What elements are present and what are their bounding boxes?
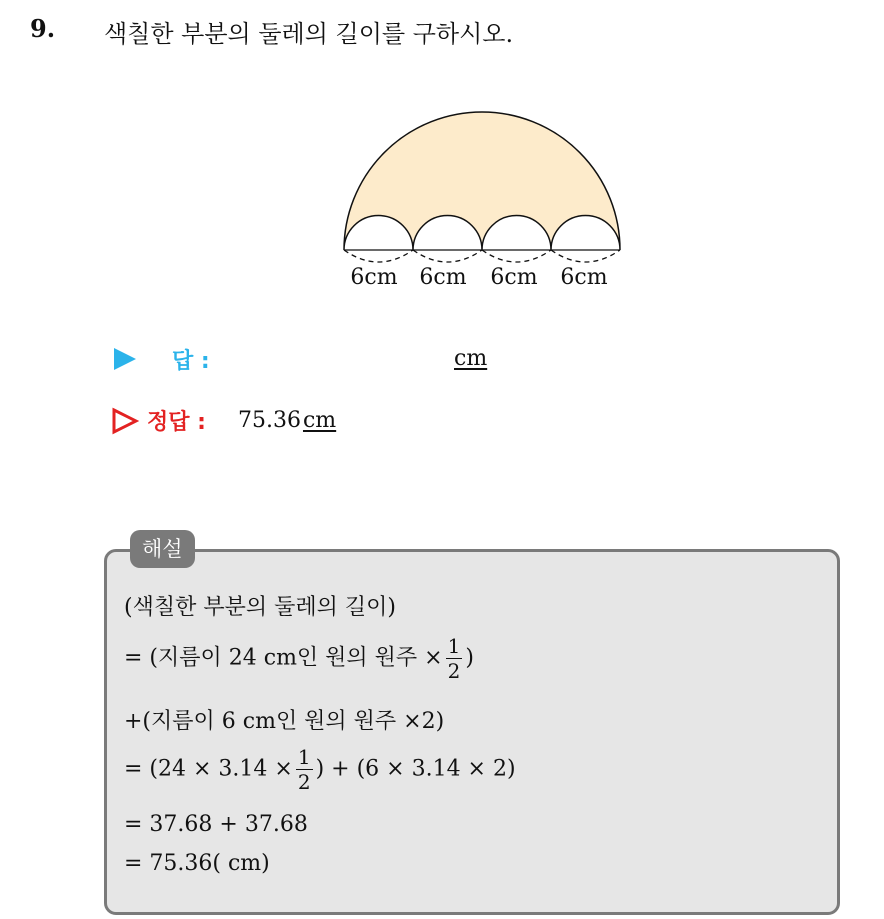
- dashed-brace-3: [482, 250, 551, 262]
- solution-text: ) + (6 × 3.14 × 2): [315, 756, 516, 782]
- question-text: 색칠한 부분의 둘레의 길이를 구하시오.: [104, 20, 514, 48]
- fraction-half: [296, 747, 313, 792]
- fraction-numerator: 1: [297, 745, 311, 769]
- dashed-brace-2: [413, 250, 482, 262]
- segment-label: 6cm: [350, 265, 398, 290]
- fraction-half: [446, 636, 463, 681]
- filled-triangle-icon: [112, 346, 138, 372]
- solution-line-1: (색칠한 부분의 둘레의 길이): [124, 595, 396, 620]
- shaded-region: [344, 112, 620, 250]
- solution-line-4: [124, 747, 516, 792]
- segment-label: 6cm: [419, 265, 467, 290]
- correct-unit: cm: [302, 408, 337, 433]
- answer-label: 답 :: [172, 349, 210, 374]
- outline-triangle-icon: [111, 407, 139, 435]
- fraction-denominator: 2: [447, 659, 461, 683]
- question-number: 9.: [30, 14, 56, 43]
- fraction-numerator: 1: [447, 634, 461, 658]
- dashed-brace-4: [551, 250, 620, 262]
- segment-label: 6cm: [560, 265, 608, 290]
- solution-line-3: +(지름이 6 cm인 원의 원주 ×2): [124, 709, 445, 734]
- correct-answer: [238, 408, 336, 433]
- solution-text: = (24 × 3.14 ×: [124, 756, 293, 782]
- semicircle-figure: [330, 104, 630, 294]
- correct-label: 정답 :: [147, 410, 206, 435]
- correct-value: 75.36: [238, 408, 301, 433]
- solution-line-5: = 37.68 + 37.68: [124, 812, 308, 837]
- solution-line-6: = 75.36( cm): [124, 851, 270, 876]
- dashed-brace-1: [344, 250, 413, 262]
- answer-unit: cm: [454, 346, 488, 371]
- segment-label: 6cm: [490, 265, 538, 290]
- solution-text: = (지름이 24 cm인 원의 원주 ×: [124, 645, 443, 671]
- solution-text: ): [465, 645, 474, 671]
- fraction-denominator: 2: [297, 770, 311, 794]
- solution-tag: 해설: [130, 530, 195, 568]
- solution-line-2: [124, 636, 474, 681]
